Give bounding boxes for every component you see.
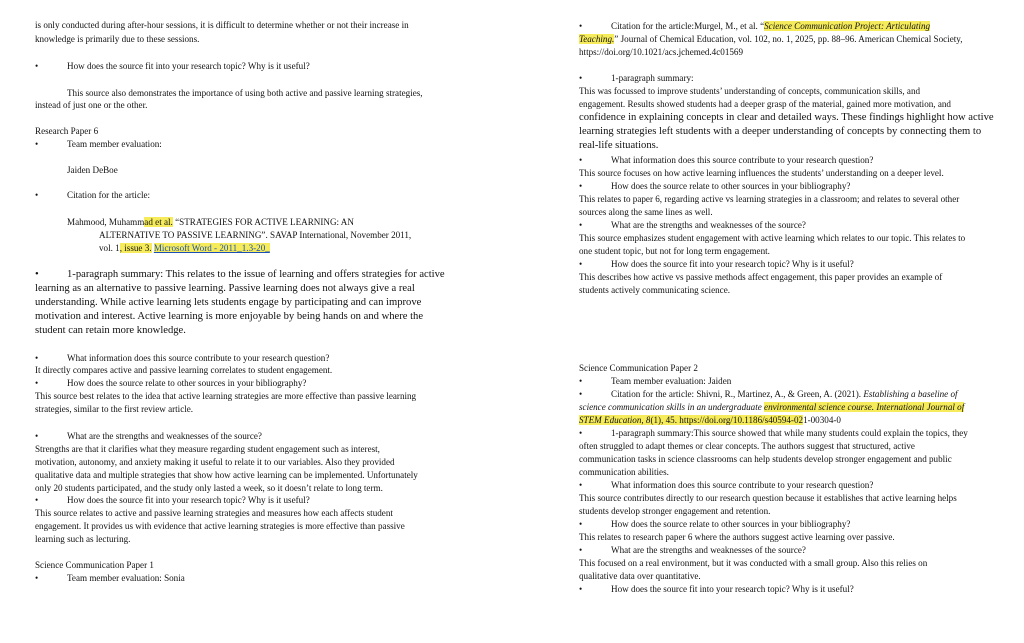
bullet: • — [35, 190, 39, 200]
text-line: strategies, similar to the first review article. — [35, 404, 194, 414]
text-line: learning such as lecturing. — [35, 534, 131, 544]
question-relate: How does the source relate to other sources in your bibliography? — [67, 378, 307, 388]
bullet: • — [35, 61, 39, 71]
text-line: Strengths are that it clarifies what they measure regarding student engagement such as interest, — [35, 444, 380, 454]
question-fit: How does the source fit into your research topic? Why is it useful? — [67, 61, 310, 71]
question-strengths: What are the strengths and weaknesses of the source? — [67, 431, 262, 441]
text-line: This source also demonstrates the importance of using both active and passive learning strategies, — [67, 88, 423, 98]
summary-line: student can retain more knowledge. — [35, 325, 186, 336]
citation-label: Citation for the article: — [67, 190, 151, 200]
bullet: • — [579, 181, 583, 191]
question-relate: How does the source relate to other sources in your bibliography? — [611, 181, 851, 191]
member-name: Jaiden DeBoe — [67, 165, 118, 175]
summary-label: 1-paragraph summary: — [611, 73, 694, 83]
text-line: qualitative data over quantitative. — [579, 571, 701, 581]
text-line: This relates to research paper 6 where the authors suggest active learning over passive. — [579, 532, 895, 542]
bullet: • — [35, 378, 39, 388]
text-line: This focused on a real environment, but it was conducted with a small group. Also this relies on — [579, 558, 928, 568]
team-eval-label: Team member evaluation: Sonia — [67, 573, 185, 583]
text-line: This source emphasizes student engagement with active learning which relates to our topic. This relates to — [579, 233, 966, 243]
text-line: one student topic, but not for long term engagement. — [579, 246, 770, 256]
bullet: • — [35, 269, 39, 280]
text-line: confidence in explaining concepts in clear and detailed ways. These findings highlight how active — [579, 112, 994, 123]
text-line: students develop stronger engagement and retention. — [579, 506, 771, 516]
text-line: engagement. Results showed students had a deeper grasp of the material, gained more motivation, and — [579, 99, 951, 109]
summary-line: 1-paragraph summary: This relates to the issue of learning and offers strategies for active — [67, 269, 445, 280]
citation-line: Teaching.” Journal of Chemical Education, vol. 102, no. 1, 2025, pp. 88–96. American Chemical Society, — [579, 34, 963, 44]
bullet: • — [579, 480, 583, 490]
text-line: This was focussed to improve students’ understanding of concepts, communication skills, and — [579, 86, 921, 96]
bullet: • — [35, 139, 39, 149]
bullet: • — [579, 428, 583, 438]
text-line: real-life situations. — [579, 140, 659, 151]
question-fit: How does the source fit into your research topic? Why is it useful? — [611, 259, 854, 269]
text-line: qualitative data and multiple strategies that show how active learning can be implemented. Unfortunately — [35, 470, 418, 480]
bullet: • — [35, 353, 39, 363]
question-fit: How does the source fit into your research topic? Why is it useful? — [67, 495, 310, 505]
citation-line: Citation for the article: Shivni, R., Martinez, A., & Green, A. (2021). Establishing a baseline of — [611, 389, 958, 399]
team-eval-label: Team member evaluation: — [67, 139, 162, 149]
text-line: sources along the same lines as well. — [579, 207, 713, 217]
bullet: • — [579, 73, 583, 83]
text-line: communication tasks in science classrooms can help students develop stronger engagement and public — [579, 454, 952, 464]
text-line: It directly compares active and passive learning correlates to student engagement. — [35, 365, 333, 375]
question-info: What information does this source contribute to your research question? — [611, 480, 874, 490]
text-line: This source contributes directly to our research question because it establishes that active learning helps — [579, 493, 957, 503]
text-line: only 20 students participated, and the study only lasted a week, so it doesn’t relate to long term. — [35, 483, 383, 493]
bullet: • — [579, 259, 583, 269]
team-eval-label: Team member evaluation: Jaiden — [611, 376, 732, 386]
question-info: What information does this source contribute to your research question? — [611, 155, 874, 165]
section-heading: Research Paper 6 — [35, 126, 99, 136]
text-line: This describes how active vs passive methods affect engagement, this paper provides an example of — [579, 272, 943, 282]
text-line: is only conducted during after-hour sessions, it is difficult to determine whether or not their increase in — [35, 20, 409, 30]
text-line: This source relates to active and passive learning strategies and measures how each affects student — [35, 508, 393, 518]
question-fit: How does the source fit into your research topic? Why is it useful? — [611, 584, 854, 594]
text-line: communication abilities. — [579, 467, 669, 477]
text-line: knowledge is primarily due to these sessions. — [35, 34, 200, 44]
citation-line: STEM Education, 8(1), 45. https://doi.org/10.1186/s40594-021-00304-0 — [579, 415, 841, 425]
summary-line: 1-paragraph summary:This source showed that while many students could explain the topics, they — [611, 428, 968, 438]
citation-line: Citation for the article:Murgel, M., et al. “Science Communication Project: Articulating — [611, 21, 931, 31]
citation-line: science communication skills in an undergraduate environmental science course. International Journal of — [579, 402, 965, 412]
citation-line: ALTERNATIVE TO PASSIVE LEARNING”. SAVAP International, November 2011, — [99, 230, 412, 240]
text-line: instead of just one or the other. — [35, 100, 148, 110]
question-strengths: What are the strengths and weaknesses of the source? — [611, 545, 806, 555]
text-line: engagement. It provides us with evidence that active learning strategies is more effective than passive — [35, 521, 405, 531]
citation-link[interactable]: Microsoft Word - 2011_1.3-20_ — [153, 243, 270, 253]
text-line: motivation, autonomy, and anxiety making it useful to relate it to our variables. Also they provided — [35, 457, 395, 467]
summary-line: learning as an alternative to passive learning. Passive learning does not always give a real — [35, 283, 415, 294]
bullet: • — [579, 519, 583, 529]
text-line: students actively communicating science. — [579, 285, 731, 295]
section-heading: Science Communication Paper 1 — [35, 560, 154, 570]
summary-line: understanding. While active learning lets students engage by participating and can improve — [35, 297, 422, 308]
bullet: • — [579, 389, 583, 399]
bullet: • — [579, 584, 583, 594]
bullet: • — [579, 21, 583, 31]
question-strengths: What are the strengths and weaknesses of the source? — [611, 220, 806, 230]
bullet: • — [579, 376, 583, 386]
question-info: What information does this source contribute to your research question? — [67, 353, 330, 363]
citation-line: Mahmood, Muhammad et al. “STRATEGIES FOR ACTIVE LEARNING: AN — [67, 217, 354, 227]
text-line: This relates to paper 6, regarding active vs learning strategies in a classroom; and relates to several other — [579, 194, 960, 204]
question-relate: How does the source relate to other sources in your bibliography? — [611, 519, 851, 529]
bullet: • — [579, 155, 583, 165]
bullet: • — [579, 545, 583, 555]
text-line: often struggled to adapt themes or clear concepts. The authors suggest that structured, active — [579, 441, 915, 451]
citation-doi: https://doi.org/10.1021/acs.jchemed.4c01569 — [579, 47, 744, 57]
text-line: learning strategies left students with a deeper understanding of concepts by connecting them to — [579, 126, 982, 137]
citation-line: vol. 1, issue 3. Microsoft Word - 2011_1.3-20_ — [99, 243, 270, 253]
bullet: • — [35, 495, 39, 505]
summary-line: motivation and interest. Active learning is more enjoyable by being hands on and where the — [35, 311, 424, 322]
text-line: This source focuses on how active learning influences the students’ understanding on a deeper level. — [579, 168, 944, 178]
text-line: This source best relates to the idea that active learning strategies are more effective than passive learning — [35, 391, 417, 401]
bullet: • — [35, 573, 39, 583]
bullet: • — [579, 220, 583, 230]
bullet: • — [35, 431, 39, 441]
section-heading: Science Communication Paper 2 — [579, 363, 698, 373]
